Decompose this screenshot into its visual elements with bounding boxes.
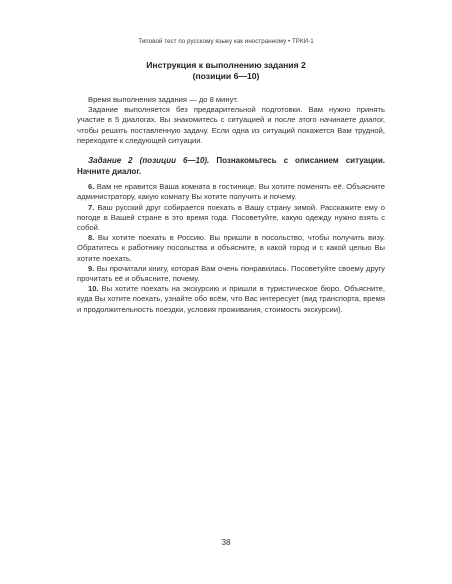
instructions-paragraph: Задание выполняется без предварительной подготовки. Вам нужно принять участие в 5 диалогах. Вы знакомитесь с ситуацией и после этого начинаете диалог, чтобы решить поставленную задачу. Если одна из ситуаций покажется Вам трудной, переходите к следующей ситуации.: [77, 105, 385, 145]
situation-text: Вы хотите поехать на экскурсию и пришли в туристическое бюро. Объясните, куда Вы хотите поехать, узнайте обо всём, что Вас интересует (вид транспорта, время и продолжительность поездки, условия проживания, стоимость экскурсии).: [77, 284, 385, 314]
situation-text: Вам не нравится Ваша комната в гостинице. Вы хотите поменять её. Объясните администратору, какую комнату Вы хотите получить и почему.: [77, 182, 385, 202]
task-heading: [77, 156, 385, 177]
situation-text: Вы хотите поехать в Россию. Вы пришли в посольство, чтобы получить визу. Обратитесь к работнику посольства и объясните, в какой город и с какой целью Вы хотите поехать.: [77, 233, 385, 263]
task-label: Задание 2 (позиции 6—10).: [88, 156, 210, 166]
situation-text: Вы прочитали книгу, которая Вам очень понравилась. Посоветуйте своему другу прочитать её и объясните, почему.: [77, 263, 385, 284]
page-content: [77, 95, 385, 315]
running-header: Типовой тест по русскому языку как иностранному • ТРКИ-1: [138, 38, 314, 45]
situation-item: [77, 203, 385, 234]
spacer: [77, 146, 385, 156]
situation-number: 10.: [88, 284, 99, 294]
situation-text: Ваш русский друг собирается поехать в Вашу страну зимой. Расскажите ему о погоде в Вашей стране в это время года. Посоветуйте, какую одежду нужно взять с собой.: [77, 202, 385, 233]
section-title-line-2: (позиции 6—10): [192, 71, 260, 81]
situation-number: 6.: [88, 182, 95, 192]
situation-item: [77, 182, 385, 202]
page-number: 38: [221, 538, 231, 547]
situation-item: [77, 233, 385, 264]
situation-number: 9.: [88, 263, 95, 273]
situation-number: 7.: [88, 202, 95, 212]
time-limit-paragraph: Время выполнения задания — до 8 минут.: [88, 95, 239, 104]
situation-number: 8.: [88, 233, 95, 243]
situation-item: [77, 284, 385, 315]
task-text: Познакомьтесь с описанием ситуации. Начните диалог.: [77, 156, 385, 176]
situation-item: [77, 264, 385, 284]
section-title-line-1: Инструкция к выполнению задания 2: [146, 60, 306, 70]
section-title: [0, 60, 452, 82]
